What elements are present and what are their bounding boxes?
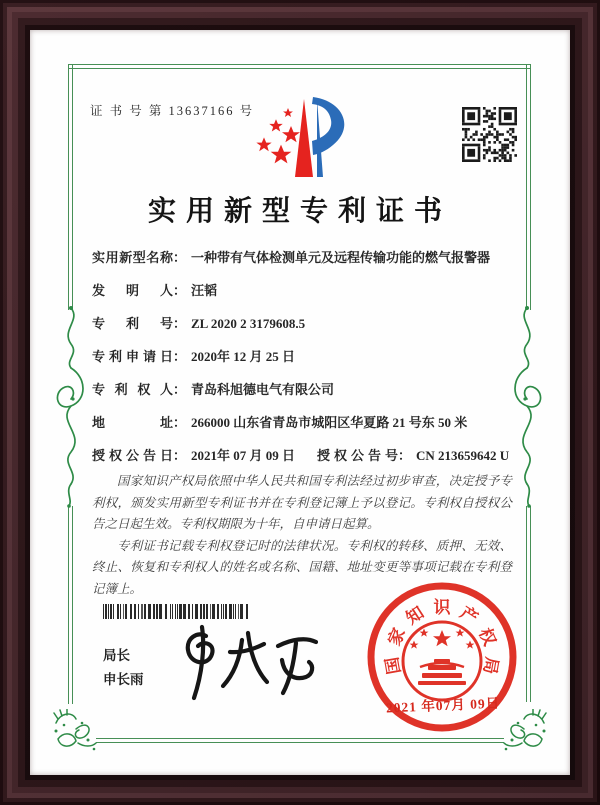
director-name: 申长雨 [103,672,144,687]
border-left-lower-line [68,506,73,704]
field-value: 2020年 12 月 25 日 [191,349,296,364]
colon: ： [173,415,187,430]
border-bottom-line [96,738,504,743]
certificate-title: 实用新型专利证书 [147,196,452,227]
legal-paragraph-2: 专利证书记载专利权登记时的法律状况。专利权的转移、质押、无效、终止、恢复和专利权人的姓名或名称、国籍、地址变更等事项记载在专利登记簿上。 [92,538,512,596]
field-patentee [92,380,524,400]
grant-no [317,446,509,466]
field-label: 实用新型名称 [92,250,173,265]
field-label: 发明人 [92,283,173,298]
colon: ： [173,283,187,298]
seal-char: 局 [479,655,502,676]
seal-char: 家 [384,625,409,649]
field-label: 授权公告号 [317,448,398,463]
field-label: 专利申请日 [92,349,173,364]
corner-ornament-left-icon [52,709,98,758]
field-list [92,248,524,479]
field-label: 专利权人 [92,382,173,397]
field-label: 地址 [92,415,173,430]
national-emblem-icon [403,622,481,700]
colon: ： [173,382,187,397]
director-signature [178,622,318,709]
border-top-line [68,64,531,69]
colon: ： [173,349,187,364]
field-value: 2021年 07 月 09 日 [191,448,296,463]
cnipa-logo-icon [251,93,353,190]
director-block [103,644,144,692]
colon: ： [173,250,187,265]
legal-paragraph-1: 国家知识产权局依照中华人民共和国专利法经过初步审查，决定授予专利权，颁发实用新型专利证书并在专利登记簿上予以登记。专利权自授权公告之日起生效。专利权期限为十年，自申请日起算。 [92,474,512,531]
flourish-left-icon [51,306,91,513]
colon: ： [173,448,187,463]
seal-char: 国 [382,655,405,676]
field-value: 266000 山东省青岛市城阳区华夏路 21 号东 50 米 [191,415,468,430]
field-value: 青岛科旭德电气有限公司 [191,382,335,397]
seal-date: 2021 年07月 09日 [385,695,501,716]
field-label: 专利号 [92,316,173,331]
field-value: CN 213659642 U [416,448,510,463]
seal-char: 权 [475,625,500,649]
colon: ： [173,316,187,331]
seal-char: 识 [433,598,451,617]
seal-char: 知 [402,602,428,629]
field-grant [92,446,524,466]
field-inventor [92,281,524,301]
field-label: 授权公告日 [92,448,173,463]
field-filing-date [92,347,524,367]
field-address [92,413,524,433]
grant-date [92,448,295,463]
seal-char: 产 [456,602,482,629]
qr-code [462,107,517,167]
certificate-number: 证 书 号 第 13637166 号 [90,104,255,118]
field-patent-no [92,314,524,334]
field-name [92,248,524,268]
director-label: 局长 [103,648,130,663]
border-left-upper-line [68,64,73,310]
colon: ： [398,448,412,463]
border-right-upper-line [526,64,531,310]
field-value: 一种带有气体检测单元及远程传输功能的燃气报警器 [191,250,491,265]
field-value: 汪韬 [191,283,218,298]
field-value: ZL 2020 2 3179608.5 [191,316,306,331]
border-right-lower-line [526,506,531,702]
